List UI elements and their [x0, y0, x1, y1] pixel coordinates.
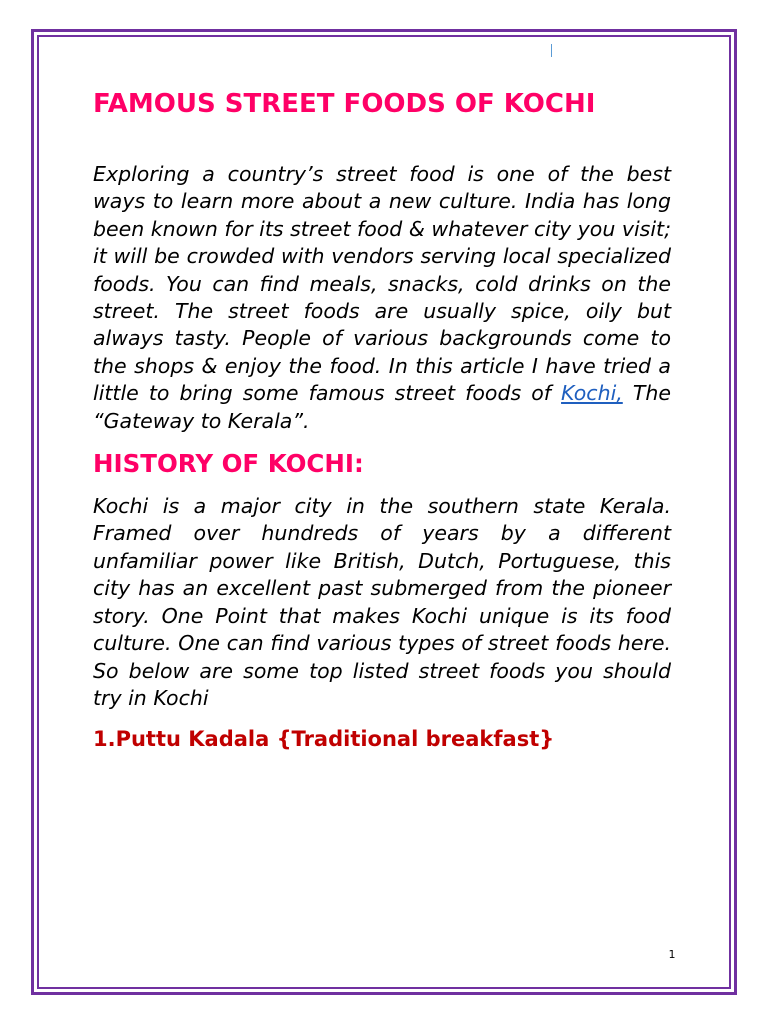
- intro-text: Exploring a country’s street food is one of the best ways to learn more about a new culture. India has long been known for its street food & whatever city you visit; it will be crowded with vendors serving local specialized foods. You can find meals, snacks, cold drinks on the street. The street foods are usually spice, oily but always tasty. People of various backgrounds come to the shops & enjoy the food. In this article I have tried a little to bring some famous street foods of: [93, 162, 671, 406]
- intro-paragraph: [93, 161, 671, 435]
- page-number: 1: [668, 948, 676, 961]
- intro-text-end: The “Gateway to Kerala”.: [93, 381, 671, 433]
- list-item-heading: 1.Puttu Kadala {Traditional breakfast}: [93, 727, 555, 752]
- history-paragraph: Kochi is a major city in the southern state Kerala. Framed over hundreds of years by a different unfamiliar power like British, Dutch, Portuguese, this city has an excellent past submerged from the pioneer story. One Point that makes Kochi unique is its food culture. One can find various types of street foods here. So below are some top listed street foods you should try in Kochi: [93, 494, 671, 710]
- kochi-link[interactable]: Kochi,: [561, 381, 623, 406]
- document-content: [93, 84, 671, 754]
- history-heading: HISTORY OF KOCHI:: [93, 449, 364, 479]
- document-title: FAMOUS STREET FOODS OF KOCHI: [93, 89, 596, 119]
- text-cursor-mark: [551, 44, 552, 57]
